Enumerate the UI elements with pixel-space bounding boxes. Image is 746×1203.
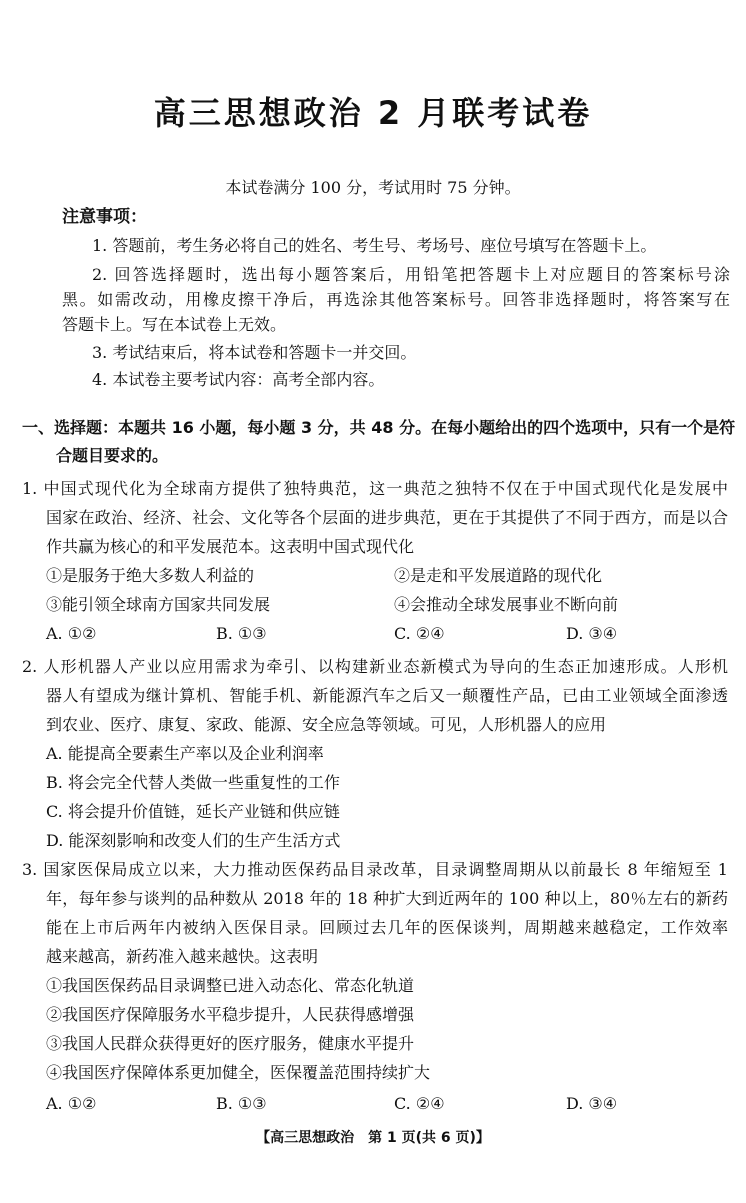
q1-option-a: A. ①② bbox=[46, 624, 97, 643]
page-footer: 【高三思想政治 第 1 页(共 6 页)】 bbox=[256, 1130, 490, 1146]
q2-option-c: C. 将会提升价值链，延长产业链和供应链 bbox=[46, 802, 340, 821]
notice-item-2-line-3: 答题卡上。写在本试卷上无效。 bbox=[62, 315, 287, 334]
q1-stem-line-2: 国家在政治、经济、社会、文化等各个层面的进步典范，更在于其提供了不同于西方，而是以合 bbox=[46, 508, 728, 527]
notice-item-1: 1. 答题前，考生务必将自己的姓名、考生号、考场号、座位号填写在答题卡上。 bbox=[92, 236, 657, 255]
q1-statement-3: ③能引领全球南方国家共同发展 bbox=[46, 595, 271, 614]
q3-statement-3: ③我国人民群众获得更好的医疗服务，健康水平提升 bbox=[46, 1034, 415, 1053]
q1-option-c: C. ②④ bbox=[394, 624, 445, 643]
q1-option-d: D. ③④ bbox=[566, 624, 618, 643]
page-title: 高三思想政治 2 月联考试卷 bbox=[153, 94, 593, 132]
q1-statement-4: ④会推动全球发展事业不断向前 bbox=[394, 595, 619, 614]
notice-heading: 注意事项： bbox=[62, 207, 147, 227]
q3-statement-4: ④我国医疗保障体系更加健全，医保覆盖范围持续扩大 bbox=[46, 1063, 431, 1082]
q2-option-d: D. 能深刻影响和改变人们的生产生活方式 bbox=[46, 831, 341, 850]
q3-statement-2: ②我国医疗保障服务水平稳步提升，人民获得感增强 bbox=[46, 1005, 415, 1024]
section-heading-line-2: 合题目要求的。 bbox=[56, 446, 169, 465]
q3-stem-line-4: 越来越高，新药准入越来越快。这表明 bbox=[46, 947, 319, 966]
q2-stem-line-2: 器人有望成为继计算机、智能手机、新能源汽车之后又一颠覆性产品，已由工业领域全面渗透 bbox=[46, 686, 728, 705]
notice-item-2-line-2: 黑。如需改动，用橡皮擦干净后，再选涂其他答案标号。回答非选择题时，将答案写在 bbox=[62, 290, 730, 309]
q1-statement-1: ①是服务于绝大多数人利益的 bbox=[46, 566, 255, 585]
q1-stem-line-1: 1. 中国式现代化为全球南方提供了独特典范，这一典范之独特不仅在于中国式现代化是发展中 bbox=[22, 479, 728, 498]
q3-option-d: D. ③④ bbox=[566, 1094, 618, 1113]
q2-option-a: A. 能提高全要素生产率以及企业利润率 bbox=[46, 744, 324, 763]
notice-item-3: 3. 考试结束后，将本试卷和答题卡一并交回。 bbox=[92, 343, 417, 362]
q3-option-a: A. ①② bbox=[46, 1094, 97, 1113]
section-heading-line-1: 一、选择题：本题共 16 小题，每小题 3 分，共 48 分。在每小题给出的四个选项中，只有一个是符 bbox=[22, 418, 736, 437]
q2-stem-line-1: 2. 人形机器人产业以应用需求为牵引、以构建新业态新模式为导向的生态正加速形成。人形机 bbox=[22, 657, 728, 676]
q3-stem-line-3: 能在上市后两年内被纳入医保目录。回顾过去几年的医保谈判，周期越来越稳定，工作效率 bbox=[46, 918, 728, 937]
q3-stem-line-2: 年，每年参与谈判的品种数从 2018 年的 18 种扩大到近两年的 100 种以上，80％左右的新药 bbox=[46, 889, 728, 908]
notice-item-2-line-1: 2. 回答选择题时，选出每小题答案后，用铅笔把答题卡上对应题目的答案标号涂 bbox=[92, 265, 730, 284]
q3-option-b: B. ①③ bbox=[216, 1094, 267, 1113]
q2-option-b: B. 将会完全代替人类做一些重复性的工作 bbox=[46, 773, 340, 792]
exam-info: 本试卷满分 100 分，考试用时 75 分钟。 bbox=[225, 178, 521, 197]
q1-statement-2: ②是走和平发展道路的现代化 bbox=[394, 566, 603, 585]
q3-statement-1: ①我国医保药品目录调整已进入动态化、常态化轨道 bbox=[46, 976, 415, 995]
notice-item-4: 4. 本试卷主要考试内容：高考全部内容。 bbox=[92, 370, 385, 389]
q1-stem-line-3: 作共赢为核心的和平发展范本。这表明中国式现代化 bbox=[46, 537, 415, 556]
q3-stem-line-1: 3. 国家医保局成立以来，大力推动医保药品目录改革，目录调整周期从以前最长 8 年缩短至 1 bbox=[22, 860, 728, 879]
q2-stem-line-3: 到农业、医疗、康复、家政、能源、安全应急等领域。可见，人形机器人的应用 bbox=[46, 715, 607, 734]
q3-option-c: C. ②④ bbox=[394, 1094, 445, 1113]
q1-option-b: B. ①③ bbox=[216, 624, 267, 643]
